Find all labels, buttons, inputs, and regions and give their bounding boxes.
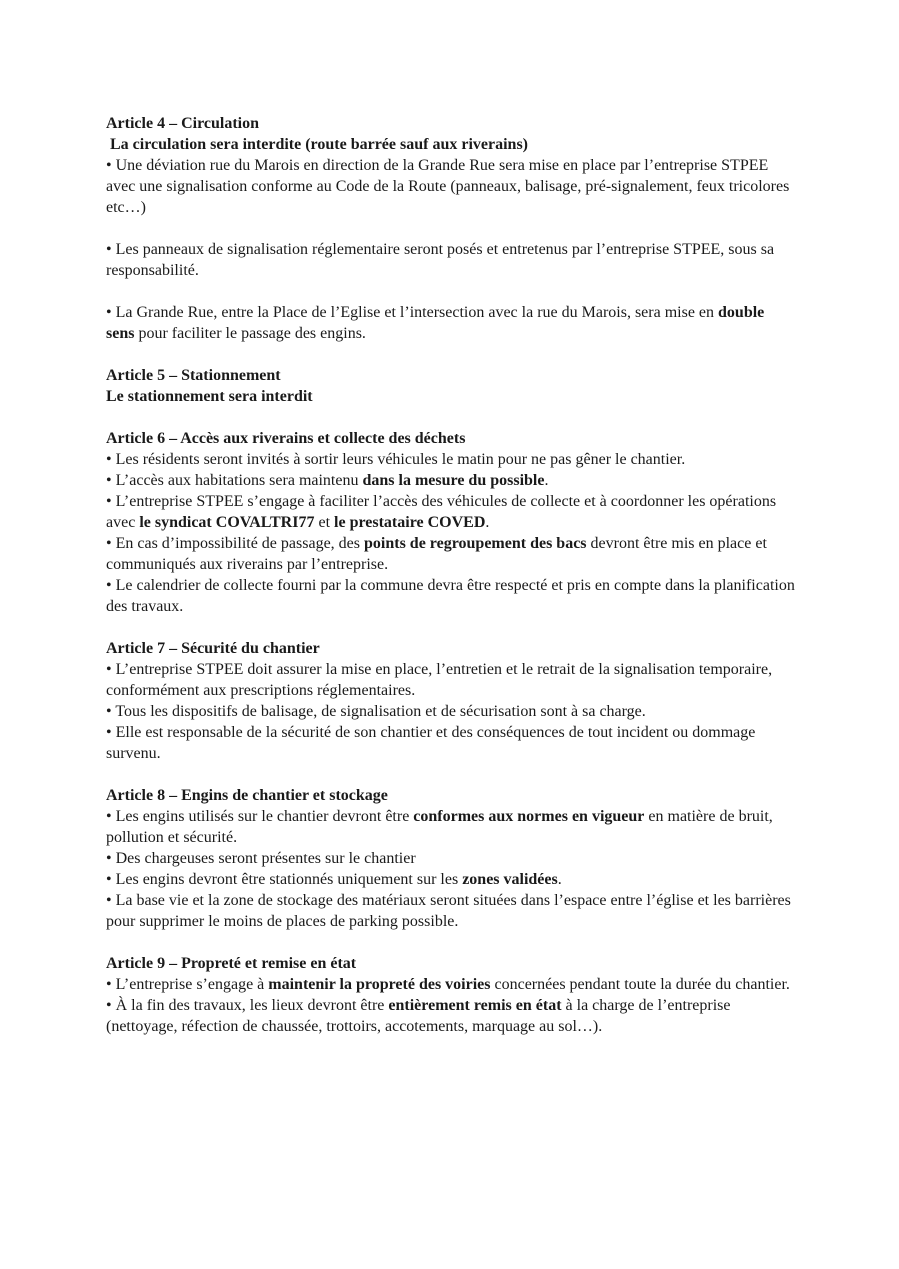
paragraph [106, 995, 796, 1037]
article-4 [106, 113, 796, 344]
text-run: • Les engins utilisés sur le chantier devront être [106, 808, 414, 825]
paragraph [106, 449, 796, 470]
article-heading: Article 7 – Sécurité du chantier [106, 640, 320, 657]
text-run: • Des chargeuses seront présentes sur le chantier [106, 850, 416, 867]
article-8 [106, 785, 796, 932]
paragraph [106, 302, 796, 344]
text-run: et [314, 514, 335, 531]
text-run: pour faciliter le passage des engins. [134, 325, 366, 342]
bold-text: double sens [106, 304, 765, 342]
text-run: • Une déviation rue du Marois en direction de la Grande Rue sera mise en place par l’entreprise STPEE avec une signalisation conforme au Code de la Route (panneaux, balisage, pré-signalement, feux tricolores etc…) [106, 157, 790, 216]
bold-text: le prestataire COVED [334, 514, 486, 531]
paragraph [106, 239, 796, 281]
text-run: concernées pendant toute la durée du chantier. [490, 976, 790, 993]
text-run: • Les panneaux de signalisation réglementaire seront posés et entretenus par l’entreprise STPEE, sous sa responsabilité. [106, 241, 775, 279]
bold-text: dans la mesure du possible [362, 472, 545, 489]
article-5 [106, 365, 796, 407]
article-heading: Article 5 – Stationnement [106, 367, 281, 384]
text-run: . [557, 871, 562, 888]
paragraph [106, 701, 796, 722]
text-run: • Elle est responsable de la sécurité de son chantier et des conséquences de tout incident ou dommage survenu. [106, 724, 756, 762]
article-subheading: Le stationnement sera interdit [106, 388, 313, 405]
text-run: • L’accès aux habitations sera maintenu [106, 472, 363, 489]
bold-text: conformes aux normes en vigueur [413, 808, 645, 825]
paragraph [106, 806, 796, 848]
text-run: • En cas d’impossibilité de passage, des [106, 535, 364, 552]
text-run: à la charge de l’entreprise (nettoyage, réfection de chaussée, trottoirs, accotements, marquage au sol…). [106, 997, 731, 1035]
paragraph [106, 470, 796, 491]
paragraph [106, 575, 796, 617]
paragraph [106, 659, 796, 701]
article-9 [106, 953, 796, 1037]
text-run: • La base vie et la zone de stockage des matériaux seront situées dans l’espace entre l’église et les barrières pour supprimer le moins de places de parking possible. [106, 892, 791, 930]
bold-text: le syndicat COVALTRI77 [139, 514, 315, 531]
text-run: en matière de bruit, pollution et sécurité. [106, 808, 773, 846]
text-run: • Les résidents seront invités à sortir leurs véhicules le matin pour ne pas gêner le chantier. [106, 451, 686, 468]
article-7 [106, 638, 796, 764]
article-heading: Article 8 – Engins de chantier et stockage [106, 787, 388, 804]
text-run: • L’entreprise STPEE s’engage à faciliter l’accès des véhicules de collecte et à coordonner les opérations avec [106, 493, 777, 531]
paragraph [106, 533, 796, 575]
article-heading: Article 9 – Propreté et remise en état [106, 955, 357, 972]
paragraph [106, 722, 796, 764]
paragraph [106, 491, 796, 533]
article-heading: Article 4 – Circulation [106, 115, 260, 132]
bold-text: entièrement remis en état [388, 997, 562, 1014]
text-run: • La Grande Rue, entre la Place de l’Eglise et l’intersection avec la rue du Marois, sera mise en [106, 304, 719, 321]
text-run: . [544, 472, 549, 489]
article-heading: Article 6 – Accès aux riverains et collecte des déchets [106, 430, 466, 447]
text-run: • Tous les dispositifs de balisage, de signalisation et de sécurisation sont à sa charge. [106, 703, 646, 720]
text-run: • Les engins devront être stationnés uniquement sur les [106, 871, 463, 888]
paragraph [106, 974, 796, 995]
paragraph [106, 869, 796, 890]
bold-text: points de regroupement des bacs [364, 535, 587, 552]
text-run: • L’entreprise s’engage à [106, 976, 269, 993]
text-run: • Le calendrier de collecte fourni par la commune devra être respecté et pris en compte dans la planification des travaux. [106, 577, 795, 615]
document-page [106, 113, 796, 1037]
bold-text: maintenir la propreté des voiries [268, 976, 491, 993]
bold-text: zones validées [462, 871, 558, 888]
text-run: • À la fin des travaux, les lieux devront être [106, 997, 389, 1014]
text-run: devront être mis en place et communiqués aux riverains par l’entreprise. [106, 535, 767, 573]
text-run: • L’entreprise STPEE doit assurer la mise en place, l’entretien et le retrait de la signalisation temporaire, conformément aux prescriptions réglementaires. [106, 661, 773, 699]
paragraph [106, 890, 796, 932]
paragraph [106, 155, 796, 218]
article-6 [106, 428, 796, 617]
article-subheading: La circulation sera interdite (route barrée sauf aux riverains) [110, 136, 528, 153]
text-run: . [485, 514, 490, 531]
paragraph [106, 848, 796, 869]
